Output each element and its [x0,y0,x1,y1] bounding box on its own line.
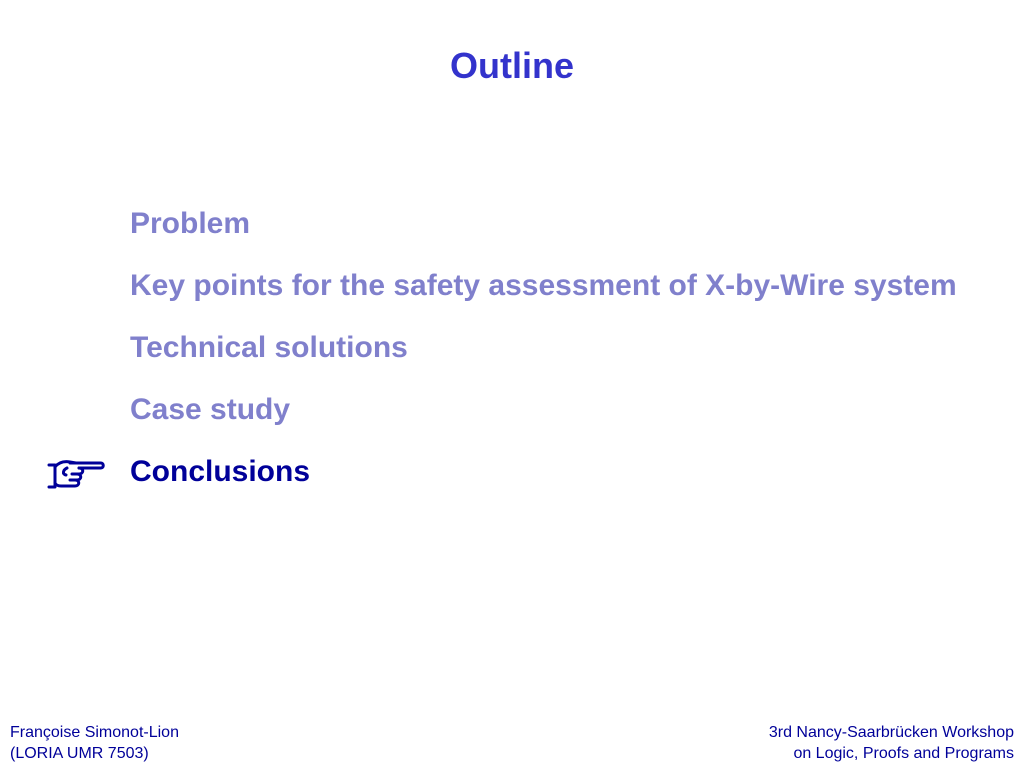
outline-item-case-study: Case study [130,393,291,426]
slide-title: Outline [450,45,574,86]
outline-list [130,198,990,508]
footer-author-name: Françoise Simonot-Lion [10,724,179,741]
outline-item-problem: Problem [130,207,251,240]
footer-event-name: 3rd Nancy-Saarbrücken Workshop [768,724,1014,741]
footer-author [10,722,179,764]
outline-item-technical-solutions: Technical solutions [130,331,408,364]
footer-event [769,722,1014,764]
footer-event-subtitle: on Logic, Proofs and Programs [793,745,1014,762]
footer-author-affiliation: (LORIA UMR 7503) [10,745,149,762]
outline-item-key-points: Key points for the safety assessment of X-by-Wire system [130,269,957,302]
outline-item-conclusions [130,446,990,498]
outline-item-conclusions-label: Conclusions [130,455,311,488]
pointing-hand-icon [46,456,106,492]
